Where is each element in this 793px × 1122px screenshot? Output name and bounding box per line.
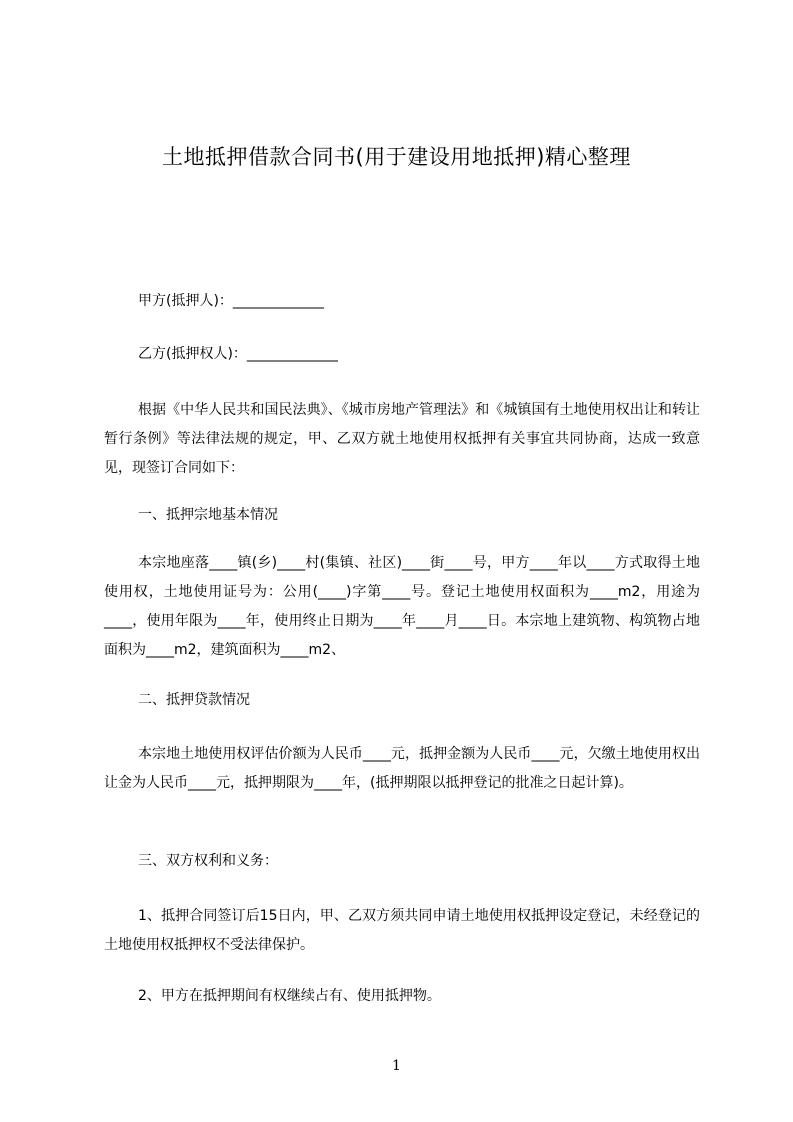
intro-paragraph: 根据《中华人民共和国民法典》、《城市房地产管理法》和《城镇国有土地使用权出让和转让暂行条例》等法律法规的规定，甲、乙双方就土地使用权抵押有关事宜共同协商，达成一致意见，现签订合同如下： [104,402,700,476]
section-2-paragraph: 本宗地土地使用权评估价额为人民币____元，抵押金额为人民币____元，欠缴土地使用权出让金为人民币____元，抵押期限为____年，(抵押期限以抵押登记的批准之日起计算)。 [104,746,700,791]
party-b-line: 乙方(抵押权人)：_____________ [138,346,338,362]
document-title: 土地抵押借款合同书(用于建设用地抵押)精心整理 [162,145,631,169]
section-1-paragraph: 本宗地座落____镇(乡)____村(集镇、社区)____街____号，甲方____年以____方式取得土地使用权，土地使用证号为：公用(____)字第____号。登记土地使用权面积为____m2，用途为____，使用年限为____年，使用终止日期为____年____月____日。本宗地上建筑物、构筑物占地面积为____m2，建筑面积为____m2、 [104,555,700,658]
section-3-heading: 三、双方权利和义务： [138,853,278,869]
clause-2-line: 2、甲方在抵押期间有权继续占有、使用抵押物。 [138,988,441,1004]
page-number: 1 [392,1058,401,1074]
clause-1-paragraph: 1、抵押合同签订后15日内，甲、乙双方须共同申请土地使用权抵押设定登记，未经登记的土地使用权抵押权不受法律保护。 [104,908,700,953]
party-a-line: 甲方(抵押人)：_____________ [138,293,324,309]
section-2-heading: 二、抵押贷款情况 [138,692,250,708]
section-1-heading: 一、抵押宗地基本情况 [138,507,278,523]
